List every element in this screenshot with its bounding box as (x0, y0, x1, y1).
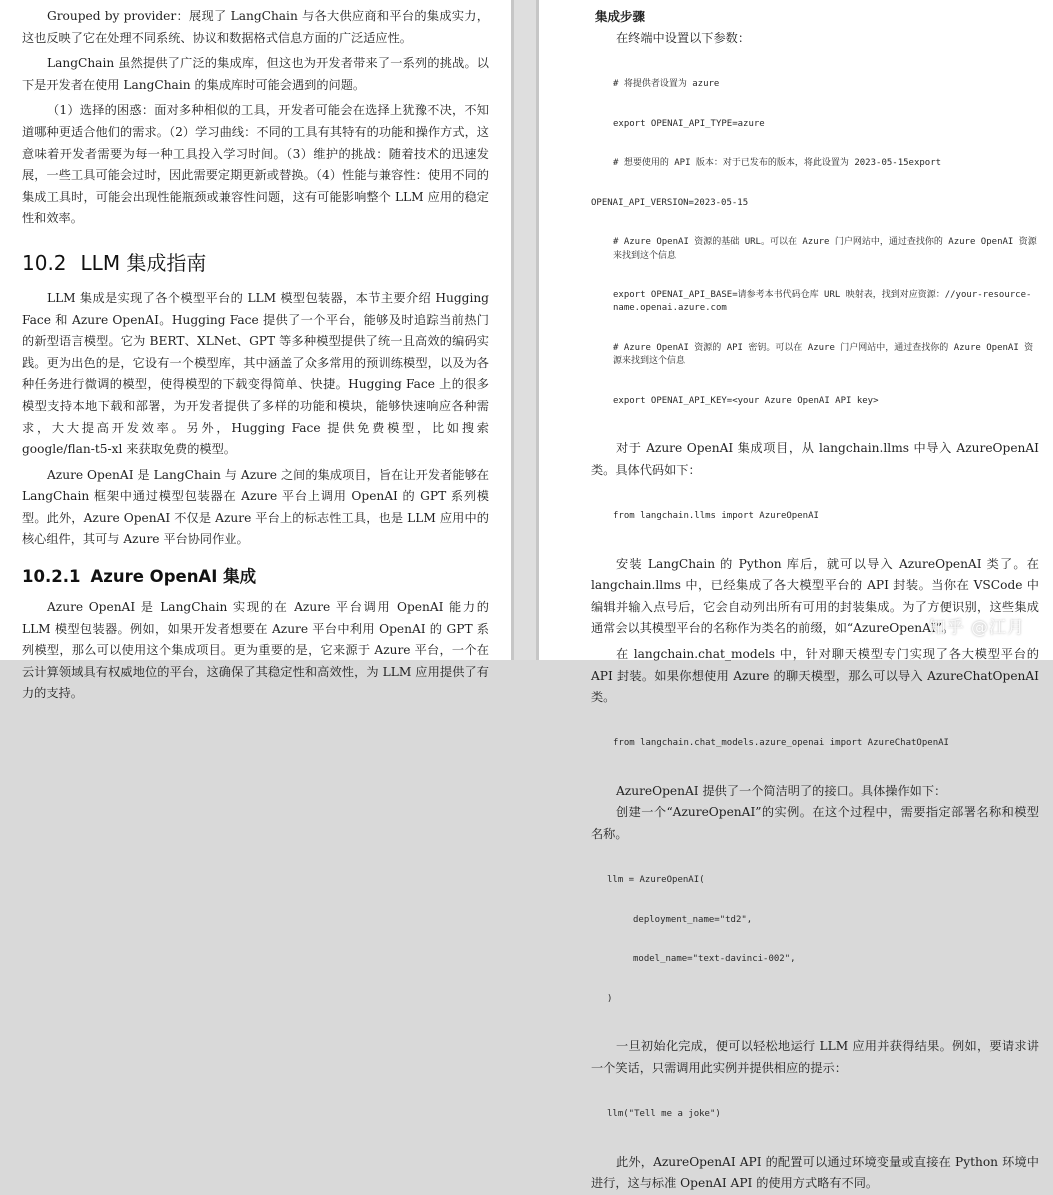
code-line: deployment_name="td2", (633, 914, 753, 925)
paragraph-install-langchain: 安装 LangChain 的 Python 库后，就可以导入 AzureOpenAI 类了。在 langchain.llms 中，已经集成了各大模型平台的 API 封装。当你在 VSCode 中编辑并输入点号后，它会自动列出所有可用的封装集成。为了方便识别，这些集成通常会以其模型平台的名称作为类名的前缀，如“AzureOpenAI”。 (591, 556, 1039, 636)
code-line: # 想要使用的 API 版本：对于已发布的版本，将此设置为 2023-05-15export (613, 158, 942, 169)
paragraph-create-instance: 创建一个“AzureOpenAI”的实例。在这个过程中，需要指定部署名称和模型名称。 (591, 805, 1039, 842)
paragraph-run-llm: 一旦初始化完成，便可以轻松地运行 LLM 应用并获得结果。例如，要请求讲一个笑话，只需调用此实例并提供相应的提示： (591, 1039, 1039, 1076)
code-import-llms (591, 484, 1039, 550)
code-line: export OPENAI_API_BASE=请参考本书代码仓库 URL 映射表，找到对应资源：//your-resource-name.openai.azure.com (613, 290, 1032, 314)
code-line: # 将提供者设置为 azure (613, 79, 720, 89)
subsection-heading-10-2-1 (22, 557, 489, 597)
code-line: # Azure OpenAI 资源的基础 URL。可以在 Azure 门户网站中，通过查找你的 Azure OpenAI 资源来找到这个信息 (613, 237, 1037, 261)
left-page (0, 0, 511, 701)
paragraph-chat-models: 在 langchain.chat_models 中，针对聊天模型专门实现了各大模型平台的 API 封装。如果你想使用 Azure 的聊天模型，那么可以导入 AzureChatOpenAI 类。 (591, 647, 1039, 705)
code-llm-instance (591, 848, 1039, 1033)
code-line: from langchain.llms import AzureOpenAI (613, 511, 819, 522)
code-line: export OPENAI_API_KEY=<your Azure OpenAI API key> (613, 395, 879, 406)
code-llm-call (591, 1082, 1039, 1148)
section-number: 10.2 (22, 250, 67, 275)
paragraph-api-config: 此外，AzureOpenAI API 的配置可以通过环境变量或直接在 Python 环境中进行，这与标准 OpenAI API 的使用方式略有不同。 (591, 1154, 1039, 1191)
code-line: llm = AzureOpenAI( (607, 875, 705, 886)
code-line: ) (607, 993, 613, 1004)
code-line: model_name="text-davinci-002", (633, 954, 796, 965)
code-import-chat-models (591, 711, 1039, 777)
subsection-number: 10.2.1 (22, 567, 81, 587)
section-heading-10-2 (22, 238, 489, 288)
paragraph-simple-interface: AzureOpenAI 提供了一个简洁明了的接口。具体操作如下： (616, 783, 947, 798)
paragraph-integration-challenges: LangChain 虽然提供了广泛的集成库，但这也为开发者带来了一系列的挑战。以下是开发者在使用 LangChain 的集成库时可能会遇到的问题。 (22, 56, 489, 92)
integration-steps-title: 集成步骤 (595, 9, 646, 24)
paragraph-grouped-by-provider: Grouped by provider：展现了 LangChain 与各大供应商和平台的集成实力，这也反映了它在处理不同系统、协议和数据格式信息方面的广泛适应性。 (22, 9, 489, 45)
code-line: from langchain.chat_models.azure_openai import AzureChatOpenAI (613, 738, 949, 749)
page-gutter (511, 0, 539, 660)
watermark: 知乎 @江月 (928, 618, 1025, 638)
paragraph-azure-openai-wrapper: Azure OpenAI 是 LangChain 实现的在 Azure 平台调用 OpenAI 能力的 LLM 模型包装器。例如，如果开发者想要在 Azure 平台中利用 OpenAI 的 GPT 系列模型，那么可以使用这个集成项目。更为重要的是，它来源于 Azure 平台，一个在云计算领域具有权威地位的平台，这确保了其稳定性和高效性，为 LLM 应用提供了有力的支持。 (22, 600, 489, 701)
paragraph-llm-integration: LLM 集成是实现了各个模型平台的 LLM 模型包装器，本节主要介绍 Hugging Face 和 Azure OpenAI。Hugging Face 提供了一个平台，能够及时追踪当前热门的新型语言模型。它为 BERT、XLNet、GPT 等多种模型提供了统一且高效的编码实践。更为出色的是，它设有一个模型库，其中涵盖了众多常用的预训练模型，以及为各种任务进行微调的模型，使得模型的下载变得简单、快捷。Hugging Face 上的很多模型支持本地下载和部署，为开发者提供了多样的功能和模块，能够快速响应各种需求，大大提高开发效率。另外，Hugging Face 提供免费模型，比如搜索 google/flan-t5-xl 来获取免费的模型。 (22, 290, 489, 457)
subsection-title: Azure OpenAI 集成 (90, 567, 257, 587)
right-page (539, 0, 1053, 1191)
code-line: llm("Tell me a joke") (607, 1109, 721, 1120)
paragraph-terminal-params: 在终端中设置以下参数： (616, 31, 751, 45)
code-line: # Azure OpenAI 资源的 API 密钥。可以在 Azure 门户网站中，通过查找你的 Azure OpenAI 资源来找到这个信息 (613, 343, 1034, 367)
code-line: export OPENAI_API_TYPE=azure (613, 118, 765, 129)
paragraph-import-azure-openai: 对于 Azure OpenAI 集成项目，从 langchain.llms 中导入 AzureOpenAI 类。具体代码如下： (591, 441, 1039, 478)
paragraph-azure-openai-intro: Azure OpenAI 是 LangChain 与 Azure 之间的集成项目，旨在让开发者能够在 LangChain 框架中通过模型包装器在 Azure 平台上调用 OpenAI 的 GPT 系列模型。此外，Azure OpenAI 不仅是 Azure 平台上的标志性工具，也是 LLM 应用中的核心组件，其可与 Azure 平台协同作业。 (22, 467, 489, 547)
paragraph-challenge-list: （1）选择的困惑：面对多种相似的工具，开发者可能会在选择上犹豫不决，不知道哪种更适合他们的需求。（2）学习曲线：不同的工具有其特有的功能和操作方式，这意味着开发者需要为每一种工具投入学习时间。（3）维护的挑战：随着技术的迅速发展，一些工具可能会过时，因此需要定期更新或替换。（4）性能与兼容性：使用不同的集成工具时，可能会出现性能瓶颈或兼容性问题，这有可能影响整个 LLM 应用的稳定性和效率。 (22, 103, 489, 226)
code-env-vars (591, 52, 1039, 435)
code-line: OPENAI_API_VERSION=2023-05-15 (591, 197, 749, 208)
section-title: LLM 集成指南 (80, 250, 207, 275)
